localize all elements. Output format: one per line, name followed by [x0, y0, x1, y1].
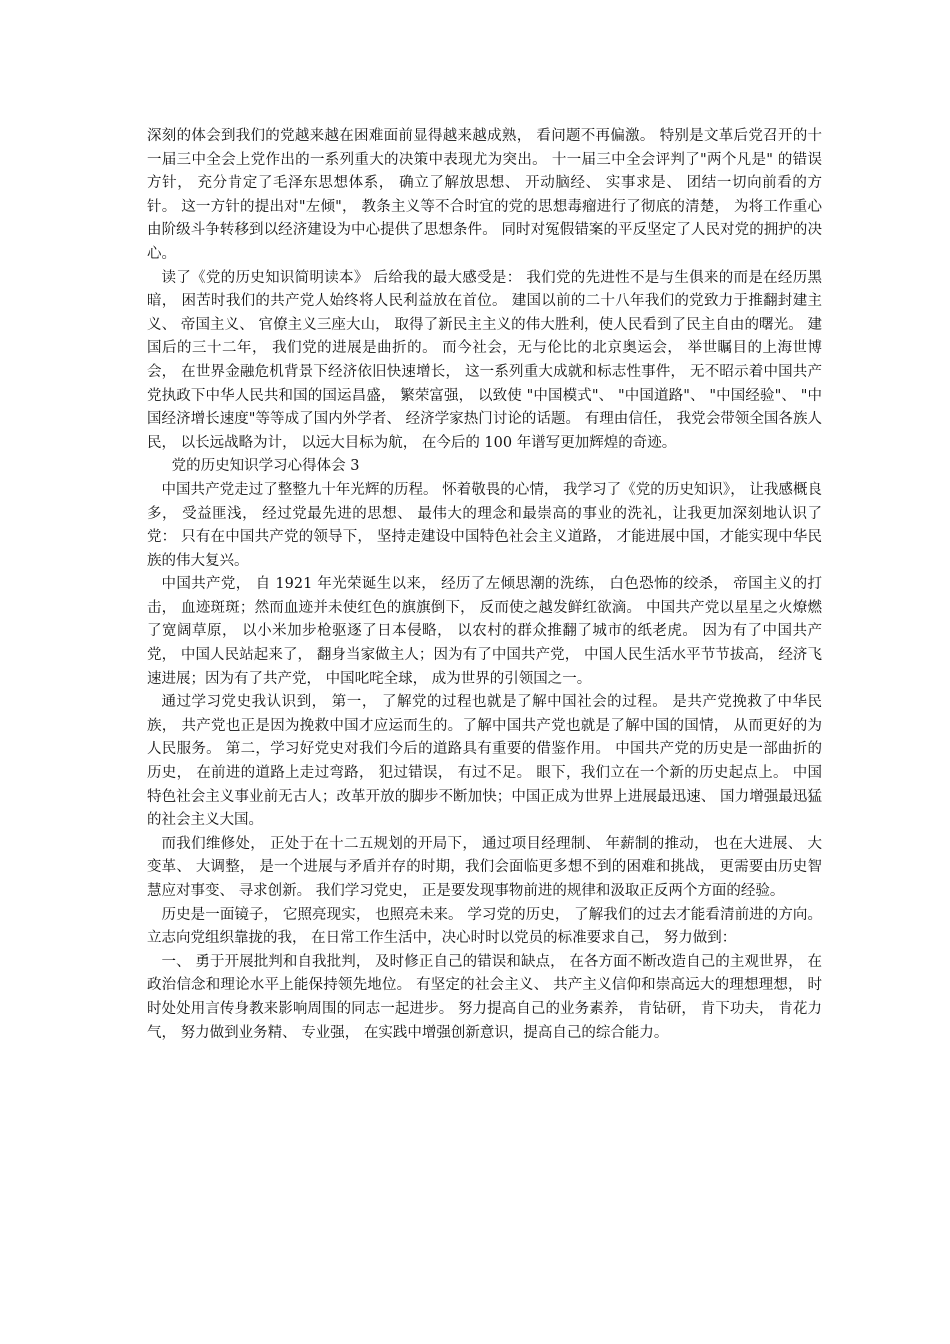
paragraph-ninety-years: 中国共产党走过了整整九十年光辉的历程。 怀着敬畏的心情， 我学习了《党的历史知识》， 让我感概良多， 受益匪浅， 经过党最先进的思想、 最伟大的理念和最崇高的事业的洗礼，让我更加深刻地认识了党： 只有在中国共产党的领导下， 坚持走建设中国特色社会主义道路， 才能进展中国，才能实现中华民族的伟大复兴。	[147, 481, 822, 569]
section-heading: 党的历史知识学习心得体会 3	[171, 458, 360, 475]
paragraph-point-one: 一、 勇于开展批判和自我批判， 及时修正自己的错误和缺点， 在各方面不断改造自己的主观世界， 在政治信念和理论水平上能保持领先地位。 有坚定的社会主义、 共产主义信仰和崇高远大的理想理想， 时时处处用言传身教来影响周围的同志一起进步。 努力提高自己的业务素养， 肯钻研， 肯下功夫， 肯花力气， 努力做到业务精、 专业强， 在实践中增强创新意识，提高自己的综合能力。	[147, 953, 822, 1041]
paragraph-reading-impression: 读了《党的历史知识简明读本》 后给我的最大感受是： 我们党的先进性不是与生俱来的而是在经历黑暗， 困苦时我们的共产党人始终将人民利益放在首位。 建国以前的二十八年我们的党致力于推翻封建主义、 帝国主义、 官僚主义三座大山， 取得了新民主主义的伟大胜利，使人民看到了民主自由的曙光。 建国后的三十二年， 我们党的进展是曲折的。 而今社会，无与伦比的北京奥运会， 举世瞩目的上海世博会， 在世界金融危机背景下经济依旧快速增长， 这一系列重大成就和标志性事件， 无不昭示着中国共产党执政下中华人民共和国的国运昌盛， 繁荣富强， 以致使 "中国模式"、 "中国道路"、 "中国经验"、 "中国经济增长速度"等等成了国内外学者、 经济学家热门讨论的话题。 有理由信任， 我党会带领全国各族人民， 以长远战略为计， 以远大目标为航， 在今后的 100 年谱写更加辉煌的奇迹。	[147, 269, 822, 451]
paragraph-since-1921: 中国共产党， 自 1921 年光荣诞生以来， 经历了左倾思潮的洗练， 白色恐怖的绞杀， 帝国主义的打击， 血迹斑斑；然而血迹并未使红色的旗旗倒下， 反而使之越发鲜红欲滴。 中国共产党以星星之火燎燃了宽阔草原， 以小米加步枪驱逐了日本侵略， 以农村的群众推翻了城市的纸老虎。 因为有了中国共产党， 中国人民站起来了， 翻身当家做主人；因为有了中国共产党， 中国人民生活水平节节拔高， 经济飞速进展；因为有了共产党， 中国叱咤全球， 成为世界的引领国之一。	[147, 576, 822, 687]
paragraph-maintenance-department: 而我们维修处， 正处于在十二五规划的开局下， 通过项目经理制、 年薪制的推动， 也在大进展、 大变革、 大调整， 是一个进展与矛盾并存的时期，我们会面临更多想不到的困难和挑战， 更需要由历史智慧应对事变、 寻求创新。 我们学习党史， 正是要发现事物前进的规律和汲取正反两个方面的经验。	[147, 835, 822, 899]
document-body	[147, 125, 822, 1045]
paragraph-history-mirror: 历史是一面镜子， 它照亮现实， 也照亮未来。 学习党的历史， 了解我们的过去才能看清前进的方向。 立志向党组织靠拢的我， 在日常工作生活中，决心时时以党员的标准要求自己， 努力做到：	[147, 906, 822, 947]
paragraph-learning-insights: 通过学习党史我认识到， 第一， 了解党的过程也就是了解中国社会的过程。 是共产党挽救了中华民族， 共产党也正是因为挽救中国才应运而生的。了解中国共产党也就是了解中国的国情， 从而更好的为人民服务。 第二，学习好党史对我们今后的道路具有重要的借鉴作用。 中国共产党的历史是一部曲折的历史， 在前进的道路上走过弯路， 犯过错误， 有过不足。 眼下，我们立在一个新的历史起点上。 中国特色社会主义事业前无古人；改革开放的脚步不断加快；中国正成为世界上进展最迅速、 国力增强最迅猛的社会主义大国。	[147, 694, 822, 829]
paragraph-cultural-revolution-reflection: 深刻的体会到我们的党越来越在困难面前显得越来越成熟， 看问题不再偏激。 特别是文革后党召开的十一届三中全会上党作出的一系列重大的决策中表现尤为突出。 十一届三中全会评判了"两个凡是" 的错误方针， 充分肯定了毛泽东思想体系， 确立了解放思想、 开动脑经、 实事求是、 团结一切向前看的方针。 这一方针的提出对"左倾"， 教条主义等不合时宜的党的思想毒瘤进行了彻底的清楚， 为将工作重心由阶级斗争转移到以经济建设为中心提供了思想条件。 同时对冤假错案的平反坚定了人民对党的拥护的决心。	[147, 128, 822, 262]
